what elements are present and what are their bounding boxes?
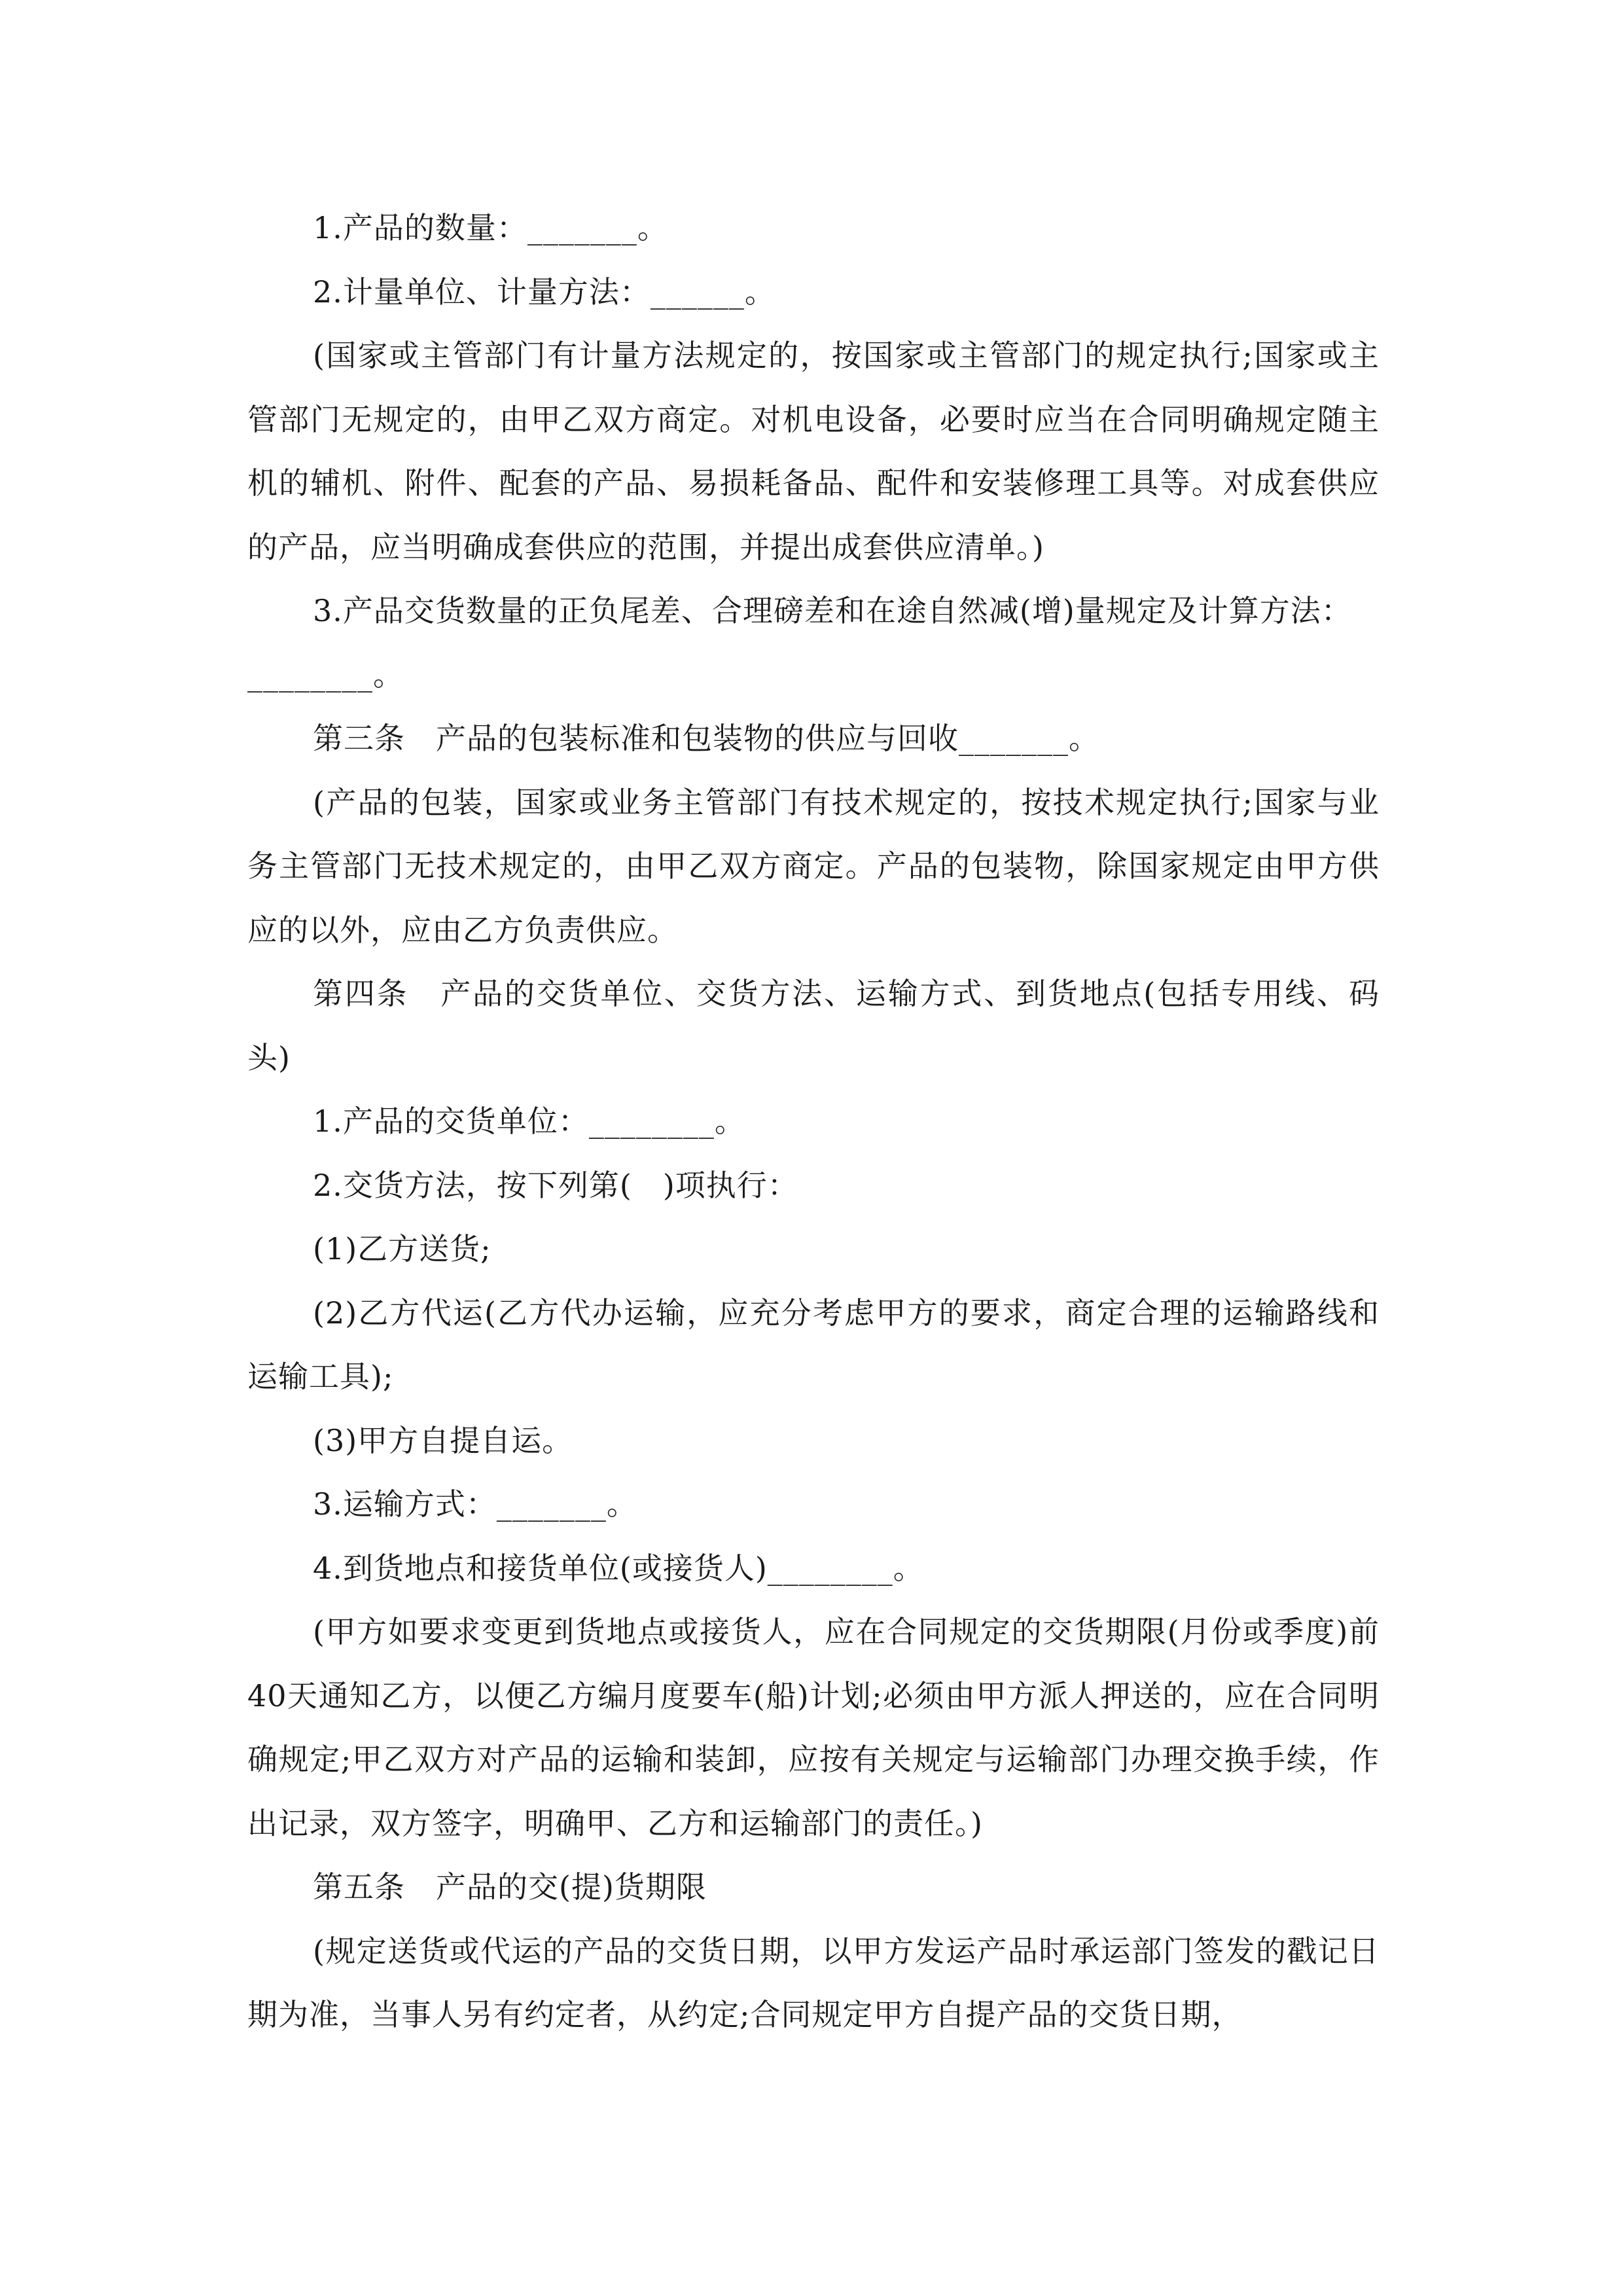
- paragraph-transport-mode: 3.运输方式：_______。: [313, 1486, 637, 1522]
- paragraph-delivery-date-note: (规定送货或代运的产品的交货日期，以甲方发运产品时承运部门签发的戳记日期为准，当事人另有约定者，从约定;合同规定甲方自提产品的交货日期，: [247, 1933, 1380, 2032]
- paragraph-option-2: (2)乙方代运(乙方代办运输，应充分考虑甲方的要求，商定合理的运输路线和运输工具);: [247, 1295, 1380, 1394]
- paragraph-quantity: 1.产品的数量：_______。: [313, 210, 668, 245]
- paragraph-measurement-note: (国家或主管部门有计量方法规定的，按国家或主管部门的规定执行;国家或主管部门无规定的，由甲乙双方商定。对机电设备，必要时应当在合同明确规定随主机的辅机、附件、配套的产品、易损耗备品、配件和安装修理工具等。对成套供应的产品，应当明确成套供应的范围，并提出成套供应清单。): [247, 338, 1380, 565]
- paragraph-delivery-method: 2.交货方法，按下列第( )项执行：: [313, 1167, 798, 1203]
- document-body: [247, 196, 1380, 2047]
- paragraph-option-1: (1)乙方送货;: [313, 1231, 491, 1266]
- paragraph-packaging-note: (产品的包装，国家或业务主管部门有技术规定的，按技术规定执行;国家与业务主管部门无技术规定的，由甲乙双方商定。产品的包装物，除国家规定由甲方供应的以外，应由乙方负责供应。: [247, 784, 1380, 948]
- paragraph-delivery-unit: 1.产品的交货单位：________。: [313, 1103, 745, 1139]
- paragraph-quantity-tolerance: 3.产品交货数量的正负尾差、合理磅差和在途自然减(增)量规定及计算方法：: [313, 593, 1352, 628]
- article-5-heading: 第五条 产品的交(提)货期限: [313, 1869, 707, 1905]
- paragraph-measurement-unit: 2.计量单位、计量方法：______。: [313, 274, 776, 310]
- paragraph-tolerance-blank: ________。: [247, 656, 404, 692]
- article-4-heading: 第四条 产品的交货单位、交货方法、运输方式、到货地点(包括专用线、码头): [247, 976, 1380, 1075]
- article-3-heading: 第三条 产品的包装标准和包装物的供应与回收_______。: [313, 721, 1099, 756]
- paragraph-destination: 4.到货地点和接货单位(或接货人)________。: [313, 1550, 924, 1586]
- paragraph-destination-note: (甲方如要求变更到货地点或接货人，应在合同规定的交货期限(月份或季度)前40天通知乙方，以便乙方编月度要车(船)计划;必须由甲方派人押送的，应在合同明确规定;甲乙双方对产品的运输和装卸，应按有关规定与运输部门办理交换手续，作出记录，双方签字，明确甲、乙方和运输部门的责任。): [247, 1614, 1380, 1841]
- paragraph-option-3: (3)甲方自提自运。: [313, 1422, 573, 1458]
